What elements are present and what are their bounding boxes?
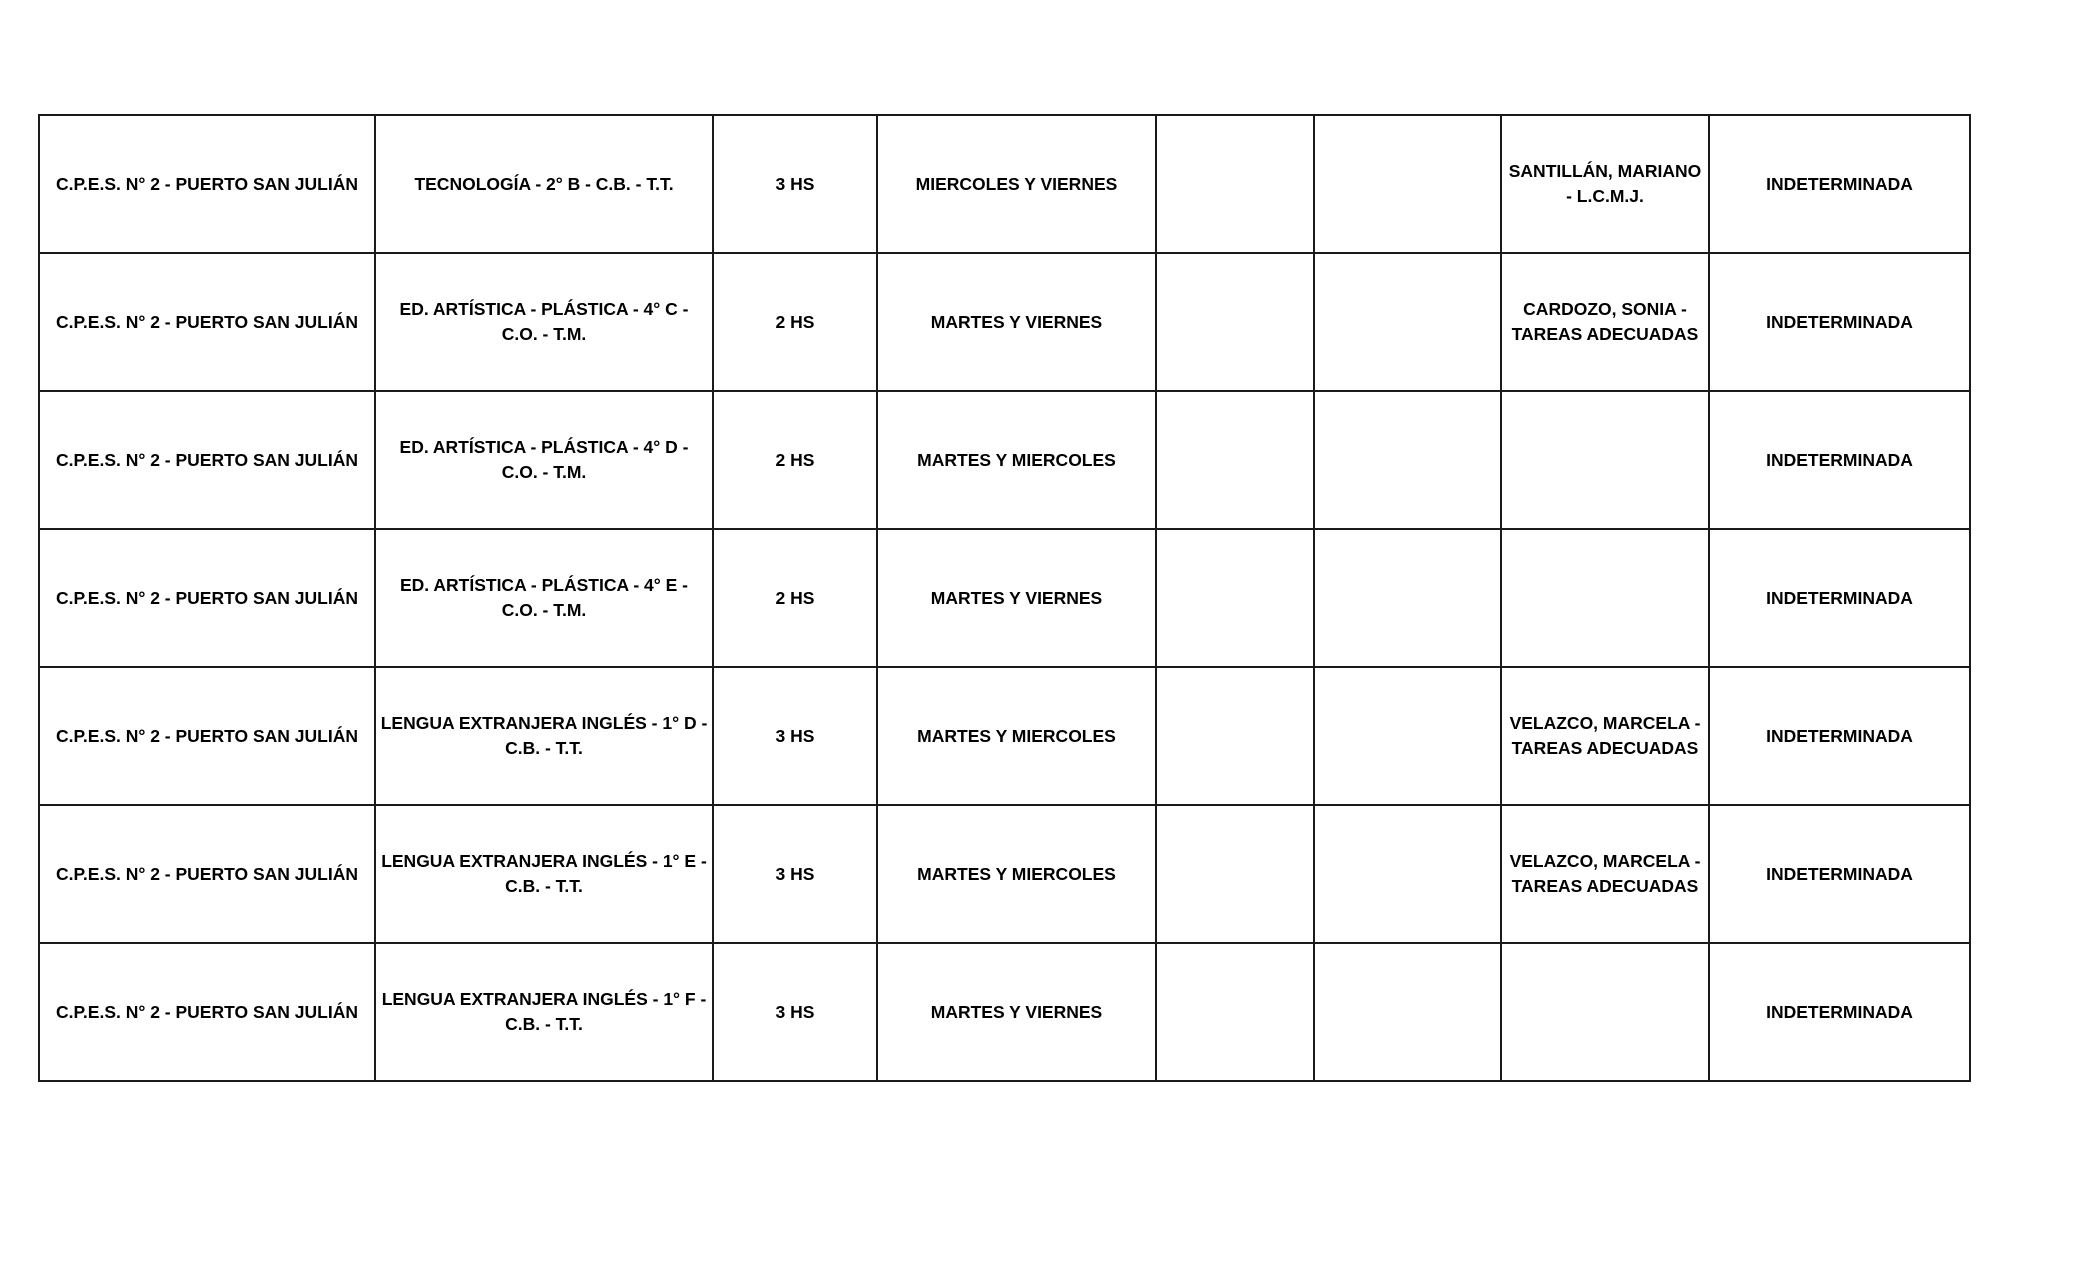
- empty-cell-5: [1156, 805, 1314, 943]
- school-cell: C.P.E.S. N° 2 - PUERTO SAN JULIÁN: [39, 253, 375, 391]
- days-cell: MARTES Y VIERNES: [877, 529, 1156, 667]
- empty-cell-5: [1156, 667, 1314, 805]
- subject-cell: ED. ARTÍSTICA - PLÁSTICA - 4° E - C.O. - T.M.: [375, 529, 713, 667]
- subject-cell: ED. ARTÍSTICA - PLÁSTICA - 4° C - C.O. - T.M.: [375, 253, 713, 391]
- table-row: [39, 805, 1970, 943]
- empty-cell-5: [1156, 529, 1314, 667]
- hours-cell: 3 HS: [713, 667, 877, 805]
- school-cell: C.P.E.S. N° 2 - PUERTO SAN JULIÁN: [39, 529, 375, 667]
- days-cell: MARTES Y VIERNES: [877, 253, 1156, 391]
- subject-cell: LENGUA EXTRANJERA INGLÉS - 1° F - C.B. - T.T.: [375, 943, 713, 1081]
- table-row: [39, 253, 1970, 391]
- empty-cell-6: [1314, 943, 1501, 1081]
- hours-cell: 2 HS: [713, 253, 877, 391]
- table-row: [39, 943, 1970, 1081]
- hours-cell: 3 HS: [713, 115, 877, 253]
- days-cell: MARTES Y MIERCOLES: [877, 805, 1156, 943]
- teacher-cell: VELAZCO, MARCELA - TAREAS ADECUADAS: [1501, 805, 1709, 943]
- hours-cell: 2 HS: [713, 391, 877, 529]
- table-row: [39, 391, 1970, 529]
- table-row: [39, 115, 1970, 253]
- empty-cell-6: [1314, 391, 1501, 529]
- teacher-cell: CARDOZO, SONIA - TAREAS ADECUADAS: [1501, 253, 1709, 391]
- empty-cell-6: [1314, 805, 1501, 943]
- empty-cell-5: [1156, 115, 1314, 253]
- subject-cell: LENGUA EXTRANJERA INGLÉS - 1° D - C.B. - T.T.: [375, 667, 713, 805]
- hours-cell: 2 HS: [713, 529, 877, 667]
- subject-cell: TECNOLOGÍA - 2° B - C.B. - T.T.: [375, 115, 713, 253]
- empty-cell-5: [1156, 253, 1314, 391]
- empty-cell-6: [1314, 115, 1501, 253]
- school-cell: C.P.E.S. N° 2 - PUERTO SAN JULIÁN: [39, 805, 375, 943]
- empty-cell-6: [1314, 667, 1501, 805]
- days-cell: MARTES Y MIERCOLES: [877, 667, 1156, 805]
- table-row: [39, 529, 1970, 667]
- subject-cell: ED. ARTÍSTICA - PLÁSTICA - 4° D - C.O. - T.M.: [375, 391, 713, 529]
- days-cell: MARTES Y MIERCOLES: [877, 391, 1156, 529]
- teacher-cell: [1501, 529, 1709, 667]
- empty-cell-6: [1314, 529, 1501, 667]
- subject-cell: LENGUA EXTRANJERA INGLÉS - 1° E - C.B. - T.T.: [375, 805, 713, 943]
- status-cell: INDETERMINADA: [1709, 805, 1970, 943]
- empty-cell-5: [1156, 943, 1314, 1081]
- status-cell: INDETERMINADA: [1709, 943, 1970, 1081]
- teacher-cell: VELAZCO, MARCELA - TAREAS ADECUADAS: [1501, 667, 1709, 805]
- teacher-cell: SANTILLÁN, MARIANO - L.C.M.J.: [1501, 115, 1709, 253]
- table-body: [39, 115, 1970, 1081]
- assignments-table: [38, 114, 1971, 1082]
- school-cell: C.P.E.S. N° 2 - PUERTO SAN JULIÁN: [39, 943, 375, 1081]
- hours-cell: 3 HS: [713, 943, 877, 1081]
- school-cell: C.P.E.S. N° 2 - PUERTO SAN JULIÁN: [39, 391, 375, 529]
- teacher-cell: [1501, 391, 1709, 529]
- teacher-cell: [1501, 943, 1709, 1081]
- status-cell: INDETERMINADA: [1709, 253, 1970, 391]
- empty-cell-6: [1314, 253, 1501, 391]
- status-cell: INDETERMINADA: [1709, 391, 1970, 529]
- empty-cell-5: [1156, 391, 1314, 529]
- status-cell: INDETERMINADA: [1709, 115, 1970, 253]
- school-cell: C.P.E.S. N° 2 - PUERTO SAN JULIÁN: [39, 667, 375, 805]
- days-cell: MARTES Y VIERNES: [877, 943, 1156, 1081]
- status-cell: INDETERMINADA: [1709, 529, 1970, 667]
- hours-cell: 3 HS: [713, 805, 877, 943]
- days-cell: MIERCOLES Y VIERNES: [877, 115, 1156, 253]
- school-cell: C.P.E.S. N° 2 - PUERTO SAN JULIÁN: [39, 115, 375, 253]
- table-row: [39, 667, 1970, 805]
- status-cell: INDETERMINADA: [1709, 667, 1970, 805]
- spreadsheet-page: [38, 114, 1971, 1082]
